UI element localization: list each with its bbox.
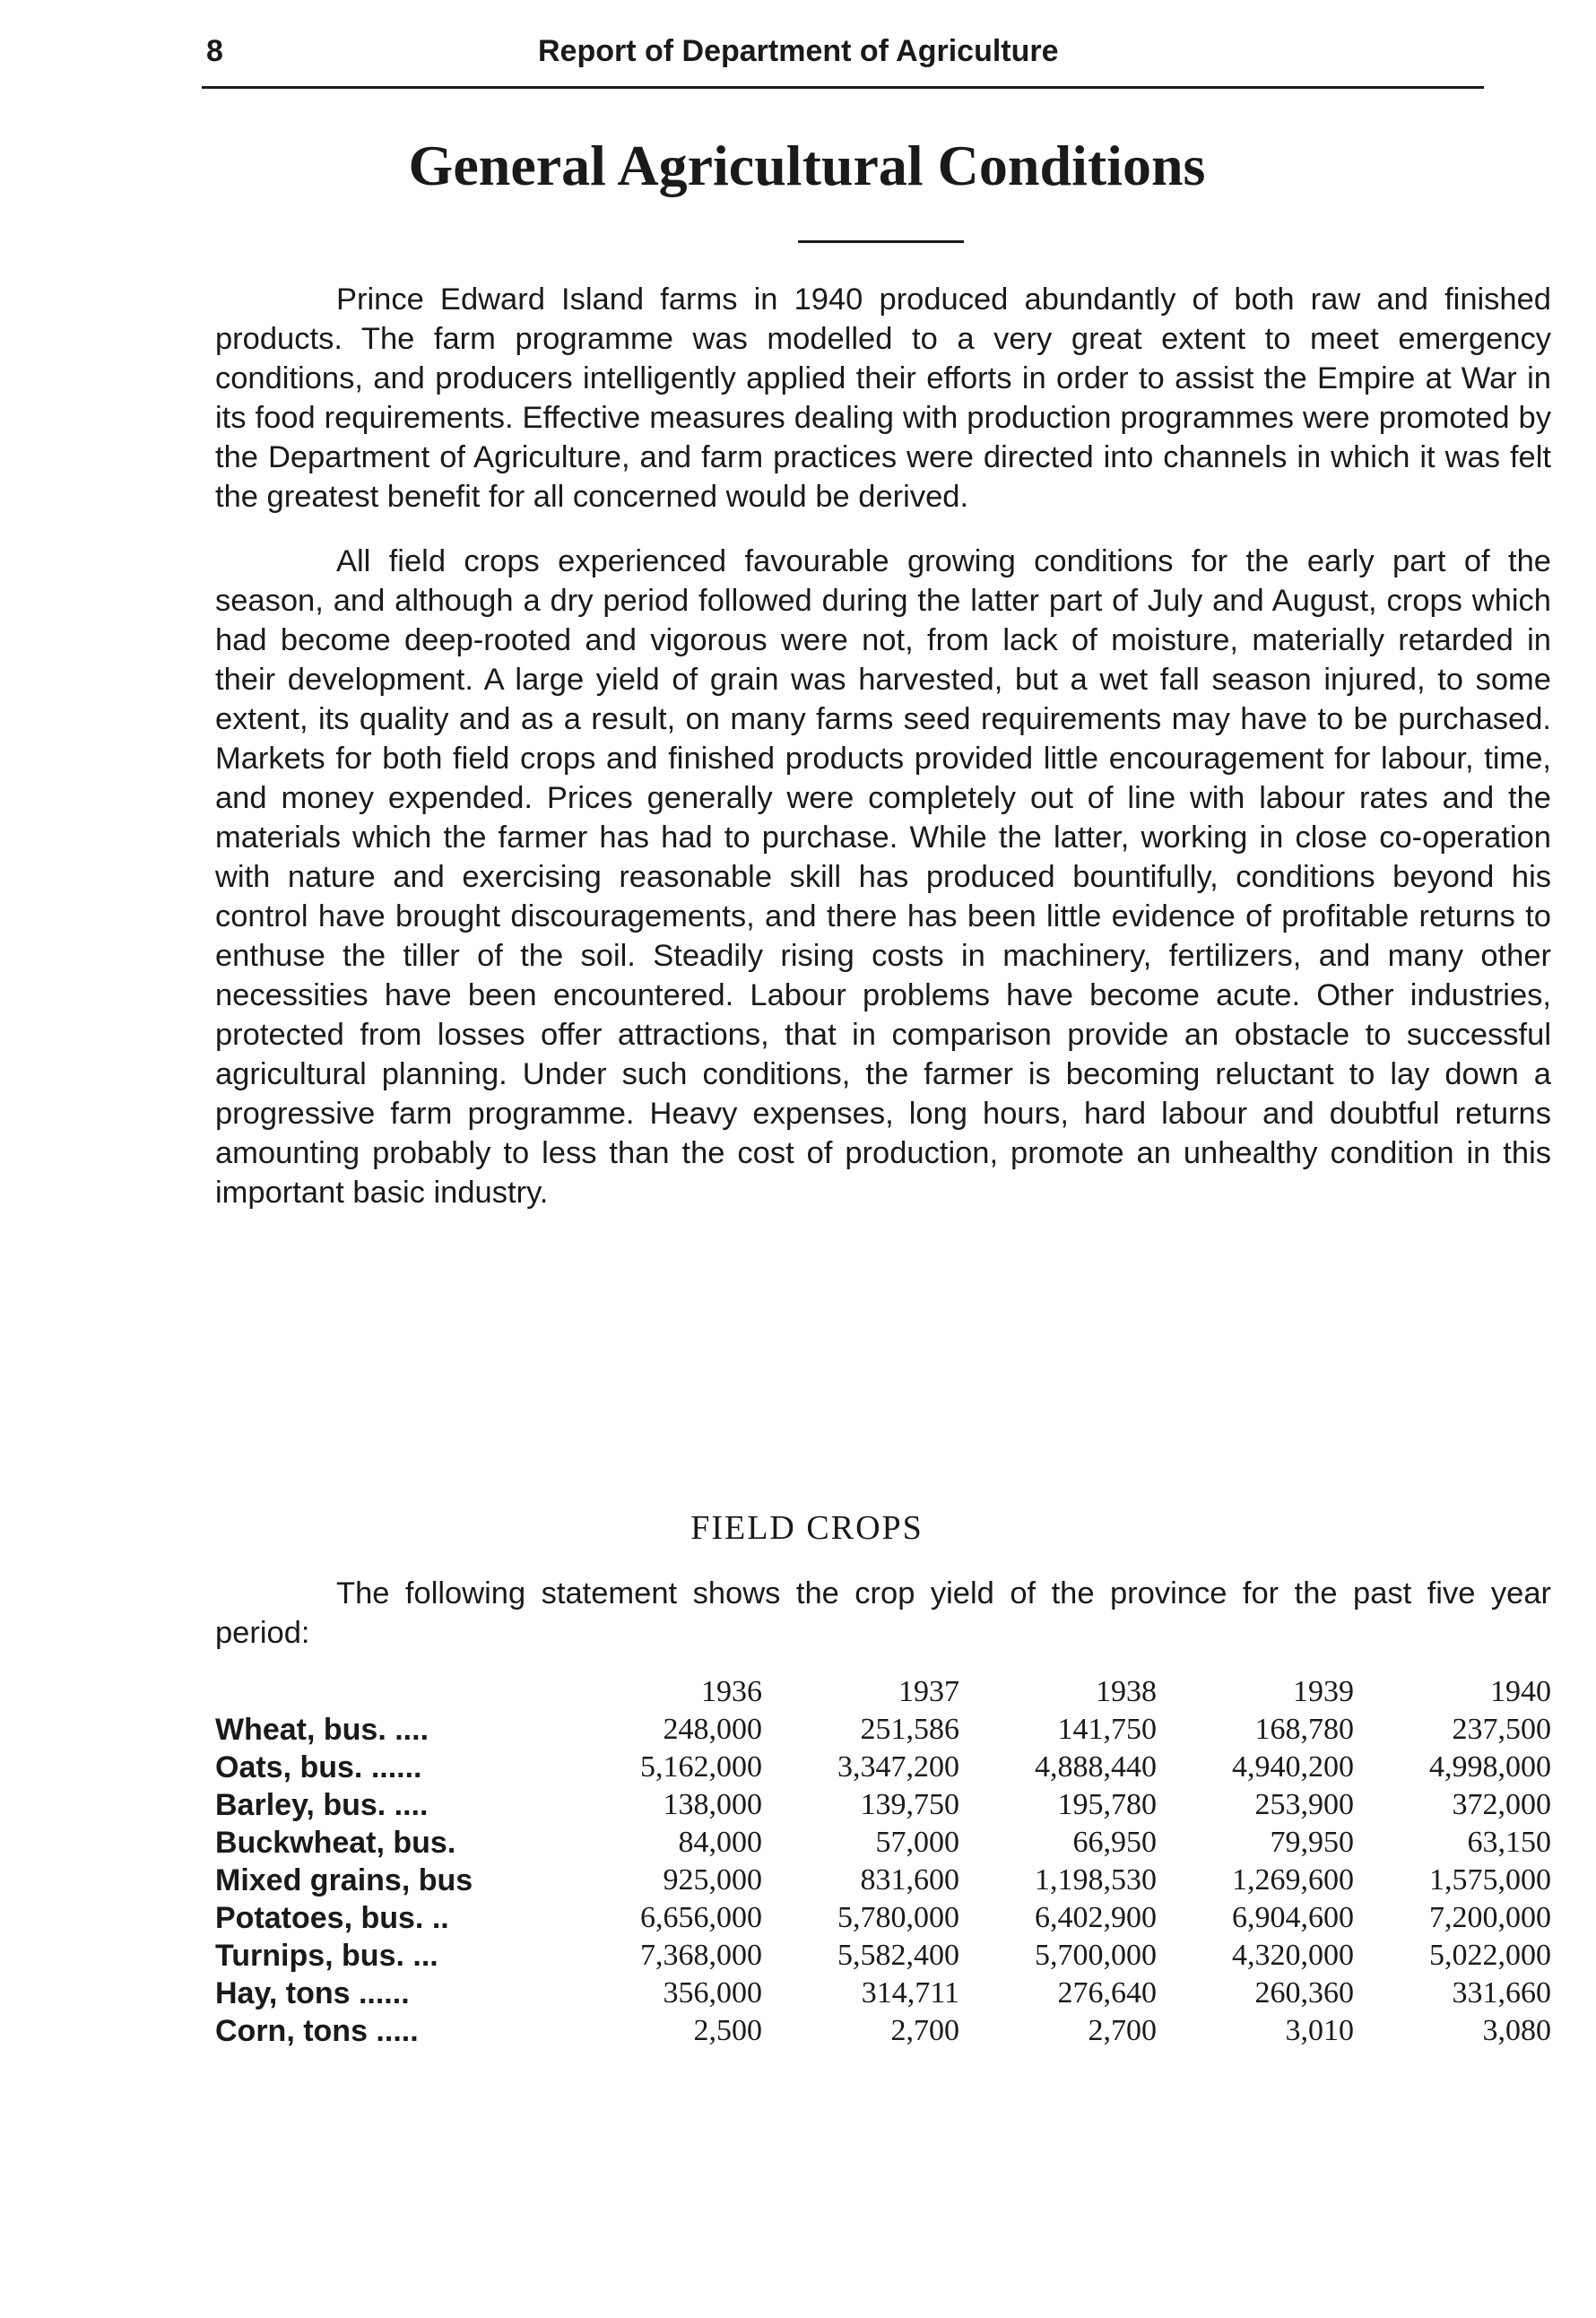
yield-value: 4,888,440: [1035, 1750, 1157, 1784]
year-header: 1940: [1490, 1675, 1551, 1708]
body-text: [215, 280, 1551, 1237]
paragraph: Prince Edward Island farms in 1940 produced abundantly of both raw and finished products. The farm programme was modelled to a very great extent to meet emergency conditions, and producers intelligently applied their efforts in order to assist the Empire at War in its food requirements. Effective measures dealing with production programmes were promoted by the Department of Agriculture, and farm practices were directed into channels in which it was felt the greatest benefit for all concerned would be derived.: [215, 282, 1551, 514]
crop-label: Turnips, bus. ...: [215, 1939, 438, 1973]
paragraph: All field crops experienced favourable growing conditions for the early part of the season, and although a dry period followed during the latter part of July and August, crops which had become deep-rooted and vigorous were not, from lack of moisture, materially retarded in their development. A large yield of grain was harvested, but a wet fall season injured, to some extent, its quality and as a result, on many farms seed requirements may have to be purchased. Markets for both field crops and finished products provided little encouragement for labour, time, and money expended. Prices generally were completely out of line with labour rates and the materials which the farmer has had to purchase. While the latter, working in close co-operation with nature and exercising reasonable skill has produced bountifully, conditions beyond his control have brought discouragements, and there has been little evidence of profitable returns to enthuse the tiller of the soil. Steadily rising costs in machinery, fertilizers, and many other necessities have been encountered. Labour problems have become acute. Other industries, protected from losses offer attractions, that in comparison provide an obstacle to successful agricultural planning. Under such conditions, the farmer is becoming reluctant to lay down a progressive farm programme. Heavy expenses, long hours, hard labour and doubtful returns amounting probably to less than the cost of production, promote an unhealthy condition in this important basic industry.: [215, 544, 1551, 1210]
yield-value: 372,000: [1452, 1788, 1551, 1821]
yield-value: 138,000: [663, 1788, 762, 1821]
section-heading: FIELD CROPS: [690, 1509, 924, 1547]
yield-value: 195,780: [1057, 1788, 1157, 1821]
yield-value: 5,582,400: [837, 1939, 959, 1972]
yield-value: 2,700: [890, 2014, 959, 2047]
yield-value: 6,656,000: [640, 1901, 762, 1934]
yield-value: 139,750: [860, 1788, 959, 1821]
yield-value: 4,940,200: [1232, 1750, 1354, 1784]
yield-value: 57,000: [875, 1826, 959, 1859]
yield-value: 2,700: [1088, 2014, 1157, 2047]
chapter-title: General Agricultural Conditions: [408, 134, 1206, 197]
yield-value: 5,022,000: [1429, 1939, 1551, 1972]
crop-yield-table: [215, 1673, 1551, 2050]
table-row: [215, 1749, 1551, 1786]
table-row: [215, 1937, 1551, 1975]
yield-value: 1,269,600: [1232, 1863, 1354, 1897]
yield-value: 251,586: [860, 1713, 959, 1746]
yield-value: 63,150: [1467, 1826, 1551, 1859]
table-row: [215, 1824, 1551, 1862]
yield-value: 3,347,200: [837, 1750, 959, 1784]
yield-value: 4,998,000: [1429, 1750, 1551, 1784]
yield-value: 5,162,000: [640, 1750, 762, 1784]
yield-value: 3,010: [1285, 2014, 1354, 2047]
header-rule: [202, 86, 1484, 89]
year-header: 1938: [1096, 1675, 1157, 1708]
table-row: [215, 1899, 1551, 1937]
table-header-row: [215, 1673, 1551, 1711]
yield-value: 5,780,000: [837, 1901, 959, 1934]
yield-value: 79,950: [1270, 1826, 1354, 1859]
yield-value: 5,700,000: [1035, 1939, 1157, 1972]
yield-value: 356,000: [663, 1976, 762, 2010]
yield-value: 4,320,000: [1232, 1939, 1354, 1972]
table-intro: The following statement shows the crop yield of the province for the past five year period:: [215, 1576, 1551, 1650]
yield-value: 2,500: [693, 2014, 762, 2047]
yield-value: 248,000: [663, 1713, 762, 1746]
table-row: [215, 1862, 1551, 1899]
yield-value: 314,711: [861, 1976, 959, 2010]
year-header: 1939: [1293, 1675, 1354, 1708]
table-row: [215, 1975, 1551, 2012]
yield-value: 141,750: [1057, 1713, 1157, 1746]
crop-label: Wheat, bus. ....: [215, 1713, 429, 1747]
yield-value: 6,402,900: [1035, 1901, 1157, 1934]
yield-value: 66,950: [1072, 1826, 1157, 1859]
table-row: [215, 1786, 1551, 1824]
yield-value: 7,368,000: [640, 1939, 762, 1972]
yield-value: 3,080: [1482, 2014, 1551, 2047]
yield-value: 1,198,530: [1035, 1863, 1157, 1897]
yield-value: 831,600: [860, 1863, 959, 1897]
yield-value: 925,000: [663, 1863, 762, 1897]
yield-value: 237,500: [1452, 1713, 1551, 1746]
row-label-header: [215, 1673, 574, 1711]
crop-label: Potatoes, bus. ..: [215, 1901, 449, 1935]
yield-value: 331,660: [1452, 1976, 1551, 2010]
yield-value: 6,904,600: [1232, 1901, 1354, 1934]
yield-value: 1,575,000: [1429, 1863, 1551, 1897]
running-title: Report of Department of Agriculture: [538, 34, 1059, 68]
year-header: 1937: [898, 1675, 959, 1708]
yield-value: 84,000: [678, 1826, 762, 1859]
crop-label: Mixed grains, bus: [215, 1863, 473, 1897]
table-row: [215, 2012, 1551, 2050]
crop-label: Buckwheat, bus.: [215, 1826, 456, 1860]
table-row: [215, 1711, 1551, 1749]
year-header: 1936: [701, 1675, 762, 1708]
crop-label: Hay, tons ......: [215, 1976, 410, 2010]
yield-value: 168,780: [1254, 1713, 1354, 1746]
yield-value: 253,900: [1254, 1788, 1354, 1821]
running-head: [206, 34, 1479, 79]
title-rule: [798, 240, 964, 243]
page-number: 8: [206, 34, 223, 68]
yield-value: 260,360: [1254, 1976, 1354, 2010]
yield-value: 276,640: [1057, 1976, 1157, 2010]
crop-label: Barley, bus. ....: [215, 1788, 429, 1822]
crop-label: Oats, bus. ......: [215, 1750, 422, 1784]
crop-label: Corn, tons .....: [215, 2014, 419, 2048]
yield-value: 7,200,000: [1429, 1901, 1551, 1934]
